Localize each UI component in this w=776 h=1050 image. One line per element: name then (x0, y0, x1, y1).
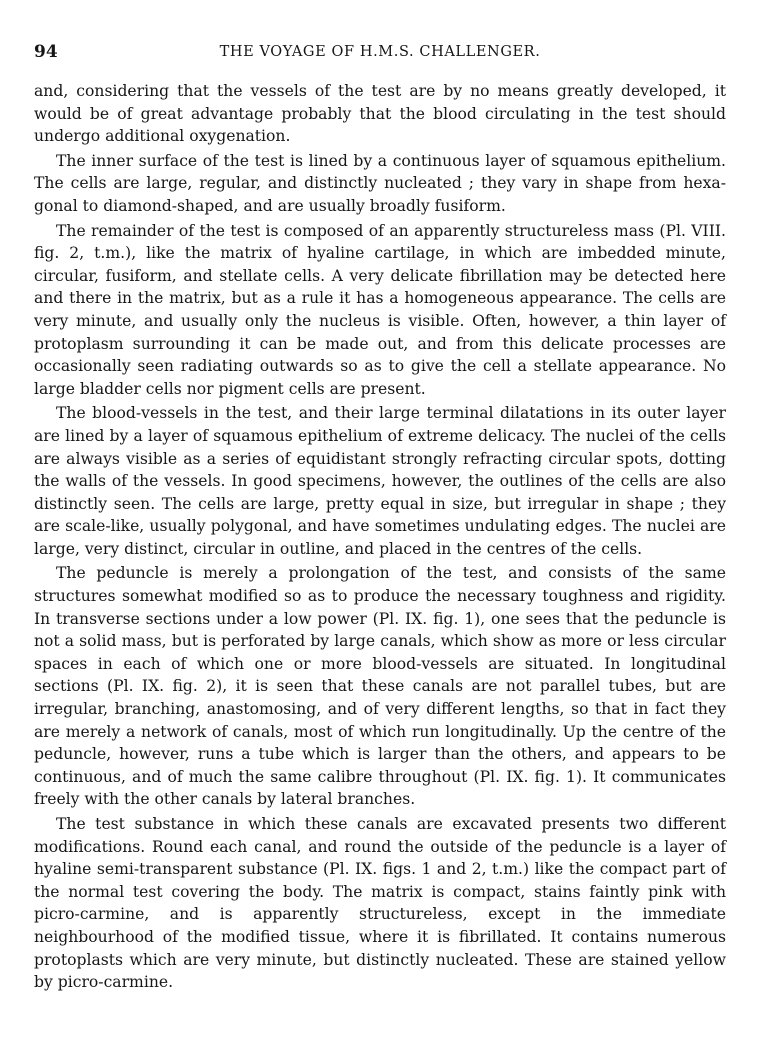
paragraph-continued: and, considering that the vessels of the test are by no means greatly developed, it would be of great advantage probably that the blood circulating in the test should undergo additional oxygenation. (34, 82, 726, 146)
page (34, 38, 726, 996)
page-number: 94 (34, 42, 58, 62)
paragraph-remainder-of-test: The remainder of the test is composed of an apparently structureless mass (Pl. VIII. fig. 2, t.m.), like the matrix of hyaline cartilage, in which are imbedded minute, circular, fusiform, and stellate cells. A very delicate fibrillation may be detected here and there in the matrix, but as a rule it has a homogeneous appearance. The cells are very minute, and usually only the nucleus is visible. Often, however, a thin layer of protoplasm surrounding it can be made out, and from this delicate processes are occasionally seen radiating outwards so as to give the cell a stellate appearance. No large bladder cells nor pigment cells are present. (34, 221, 726, 398)
paragraph-test-substance: The test substance in which these canals are excavated presents two different modifications. Round each canal, and round the outside of the peduncle is a layer of hyaline semi-transparent substance (Pl. IX. figs. 1 and 2, t.m.) like the compact part of the normal test covering the body. The matrix is compact, stains faintly pink with picro-carmine, and is apparently structureless, except in the immediate neighbourhood of the modified tissue, where it is fibrillated. It contains numerous protoplasts which are very minute, but distinctly nucleated. These are stained yellow by picro-carmine. (34, 815, 726, 992)
paragraph-blood-vessels: The blood-vessels in the test, and their large terminal dilatations in its outer layer are lined by a layer of squamous epithelium of extreme delicacy. The nuclei of the cells are always visible as a series of equidistant strongly refracting circular spots, dotting the walls of the vessels. In good specimens, however, the outlines of the cells are also distinctly seen. The cells are large, pretty equal in size, but irregular in shape ; they are scale-like, usually polygonal, and have sometimes undulating edges. The nuclei are large, very distinct, circular in outline, and placed in the centres of the cells. (34, 404, 726, 558)
running-header (34, 38, 726, 66)
paragraph-inner-surface: The inner surface of the test is lined by a continuous layer of squamous epithelium. The cells are large, regular, and distinctly nucleated ; they vary in shape from hexagonal to diamond-shaped, and are usually broadly fusiform. (34, 151, 726, 215)
paragraph-peduncle: The peduncle is merely a prolongation of the test, and consists of the same structures somewhat modified so as to produce the necessary toughness and rigidity. In transverse sections under a low power (Pl. IX. fig. 1), one sees that the peduncle is not a solid mass, but is perforated by large canals, which show as more or less circular spaces in each of which one or more blood-vessels are situated. In longitudinal sections (Pl. IX. fig. 2), it is seen that these canals are not parallel tubes, but are irregular, branching, anastomosing, and of very different lengths, so that in fact they are merely a network of canals, most of which run longitudinally. Up the centre of the peduncle, however, runs a tube which is larger than the others, and appears to be continuous, and of much the same calibre throughout (Pl. IX. fig. 1). It communicates freely with the other canals by lateral branches. (34, 564, 726, 809)
body-text (34, 80, 726, 994)
running-title: THE VOYAGE OF H.M.S. CHALLENGER. (219, 44, 541, 60)
